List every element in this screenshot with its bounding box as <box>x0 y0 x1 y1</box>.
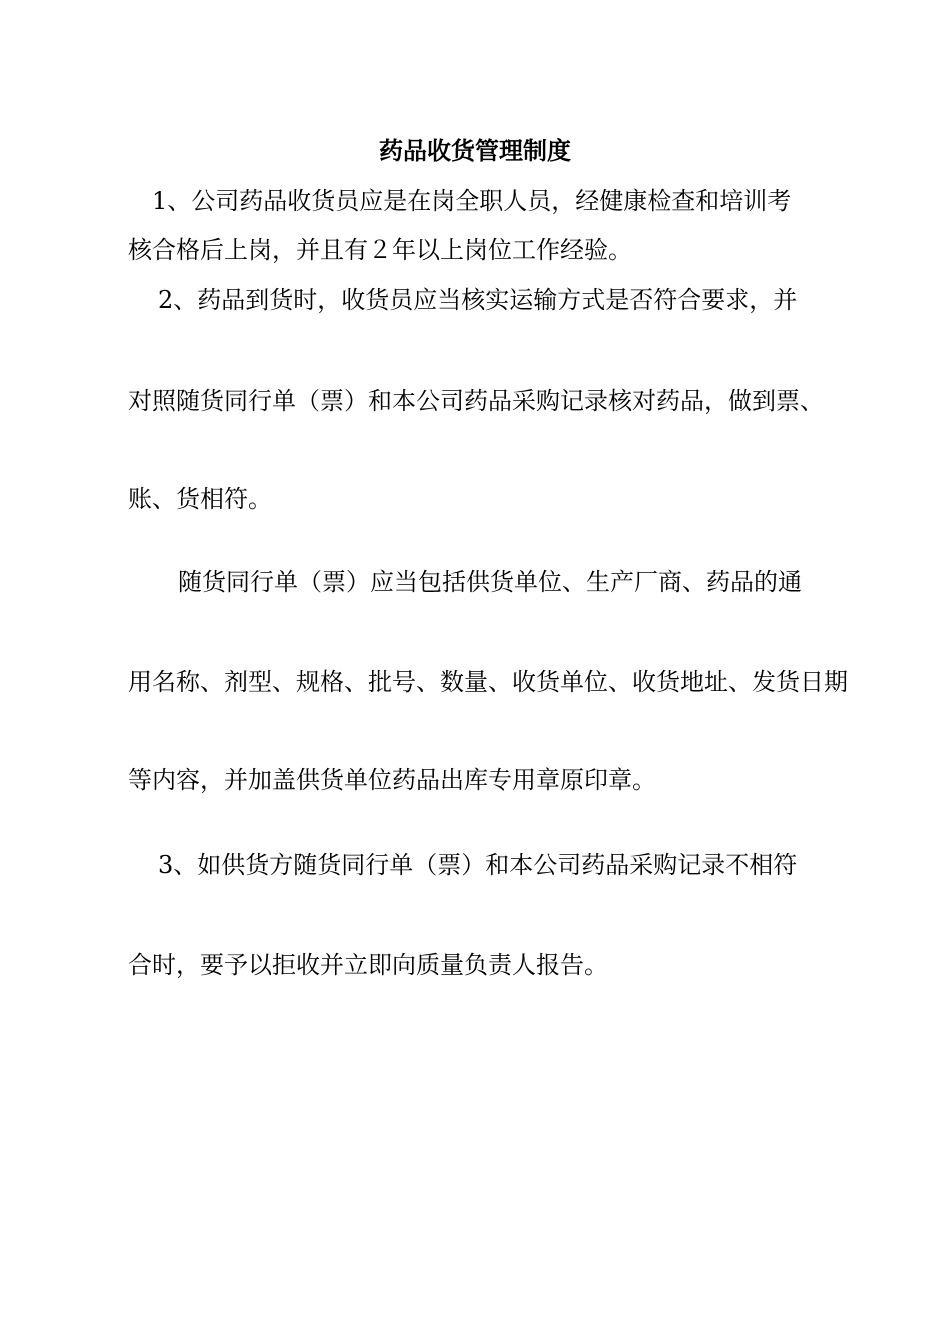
paragraph-line: 账、货相符。 <box>128 485 272 513</box>
paragraph-line: 对照随货同行单（票）和本公司药品采购记录核对药品，做到票、 <box>128 387 824 415</box>
paragraph-line: 1、公司药品收货员应是在岗全职人员，经健康检查和培训考 <box>152 187 792 215</box>
paragraph-line: 合时，要予以拒收并立即向质量负责人报告。 <box>128 951 608 979</box>
document-title: 药品收货管理制度 <box>379 136 571 165</box>
paragraph-line: 核合格后上岗，并且有２年以上岗位工作经验。 <box>128 236 632 264</box>
paragraph-line: 随货同行单（票）应当包括供货单位、生产厂商、药品的通 <box>178 568 802 596</box>
paragraph-line: 用名称、剂型、规格、批号、数量、收货单位、收货地址、发货日期 <box>128 668 848 696</box>
paragraph-line: 等内容，并加盖供货单位药品出库专用章原印章。 <box>128 766 656 794</box>
paragraph-line: 3、如供货方随货同行单（票）和本公司药品采购记录不相符 <box>158 851 798 879</box>
paragraph-line: 2、药品到货时，收货员应当核实运输方式是否符合要求，并 <box>158 286 798 314</box>
